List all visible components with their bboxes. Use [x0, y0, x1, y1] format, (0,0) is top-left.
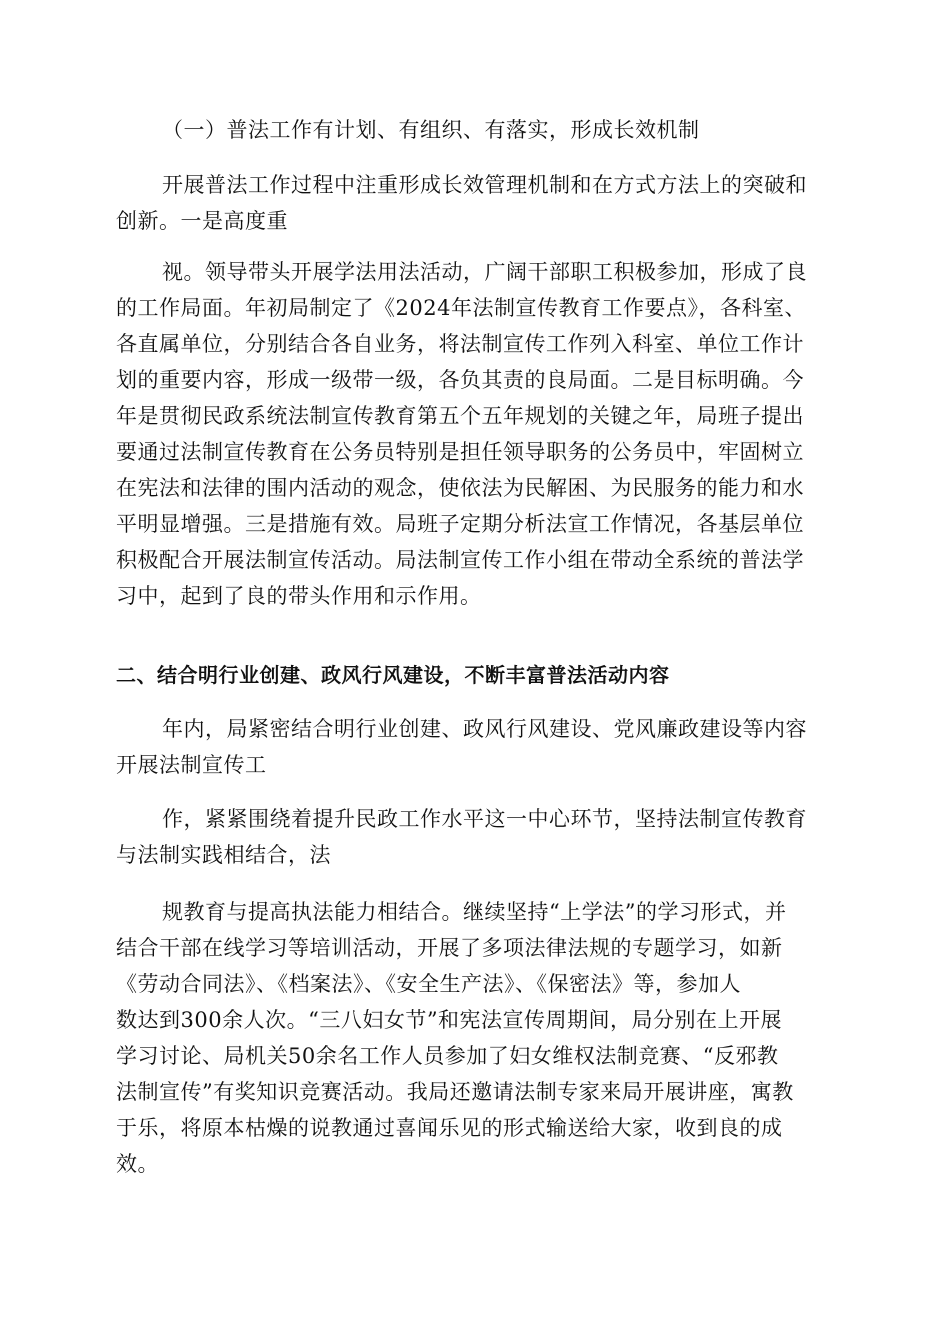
paragraph-1 — [116, 167, 836, 239]
paragraph-2-line: 要通过法制宣传教育在公务员特别是担任领导职务的公务员中，牢固树立 — [116, 440, 804, 464]
paragraph-2-line: 平明显增强。三是措施有效。局班子定期分析法宣工作情况，各基层单位 — [116, 512, 804, 536]
paragraph-5-line: 数达到300余人次。“三八妇女节”和宪法宣传周期间，局分别在上开展 — [116, 1008, 783, 1032]
paragraph-5-line: 效。 — [116, 1152, 159, 1176]
paragraph-5 — [116, 894, 836, 1182]
section-heading-2 — [116, 657, 836, 693]
subheading-1 — [116, 112, 836, 148]
paragraph-2-line: 积极配合开展法制宣传活动。局法制宣传工作小组在带动全系统的普法学 — [116, 548, 804, 572]
paragraph-2 — [116, 254, 836, 614]
paragraph-4-line: 与法制实践相结合，法 — [116, 843, 331, 867]
paragraph-2-line: 各直属单位，分别结合各自业务，将法制宣传工作列入科室、单位工作计 — [116, 332, 804, 356]
paragraph-4-line: 作，紧紧围绕着提升民政工作水平这一中心环节，坚持法制宣传教育 — [162, 807, 807, 831]
paragraph-3-line: 开展法制宣传工 — [116, 753, 267, 777]
paragraph-3-line: 年内，局紧密结合明行业创建、政风行风建设、党风廉政建设等内容 — [162, 717, 807, 741]
paragraph-2-line: 视。领导带头开展学法用法活动，广阔干部职工积极参加，形成了良 — [162, 260, 807, 284]
paragraph-5-line: 规教育与提高执法能力相结合。继续坚持“上学法”的学习形式，并 — [162, 900, 787, 924]
paragraph-1-line: 开展普法工作过程中注重形成长效管理机制和在方式方法上的突破和 — [162, 173, 807, 197]
paragraph-2-line: 习中，起到了良的带头作用和示作用。 — [116, 584, 482, 608]
paragraph-5-line: 结合干部在线学习等培训活动，开展了多项法律法规的专题学习，如新 — [116, 936, 783, 960]
paragraph-3 — [116, 711, 836, 783]
section-heading-2-text: 二、结合明行业创建、政风行风建设，不断丰富普法活动内容 — [116, 663, 670, 687]
paragraph-2-line: 的工作局面。年初局制定了《2024年法制宣传教育工作要点》，各科室、 — [116, 296, 806, 320]
subheading-1-text: （一）普法工作有计划、有组织、有落实，形成长效机制 — [162, 118, 700, 142]
paragraph-5-line: 于乐，将原本枯燥的说教通过喜闻乐见的形式输送给大家，收到良的成 — [116, 1116, 783, 1140]
paragraph-2-line: 年是贯彻民政系统法制宣传教育第五个五年规划的关键之年，局班子提出 — [116, 404, 804, 428]
paragraph-2-line: 划的重要内容，形成一级带一级，各负其责的良局面。二是目标明确。今 — [116, 368, 804, 392]
paragraph-5-line: 法制宣传”有奖知识竞赛活动。我局还邀请法制专家来局开展讲座，寓教 — [116, 1080, 794, 1104]
paragraph-2-line: 在宪法和法律的围内活动的观念，使依法为民解困、为民服务的能力和水 — [116, 476, 804, 500]
paragraph-4 — [116, 801, 836, 873]
paragraph-5-line: 《劳动合同法》、《档案法》、《安全生产法》、《保密法》等，参加人 — [116, 972, 741, 996]
paragraph-1-line: 创新。一是高度重 — [116, 209, 288, 233]
paragraph-5-line: 学习讨论、局机关50余名工作人员参加了妇女维权法制竞赛、“反邪教 — [116, 1044, 779, 1068]
